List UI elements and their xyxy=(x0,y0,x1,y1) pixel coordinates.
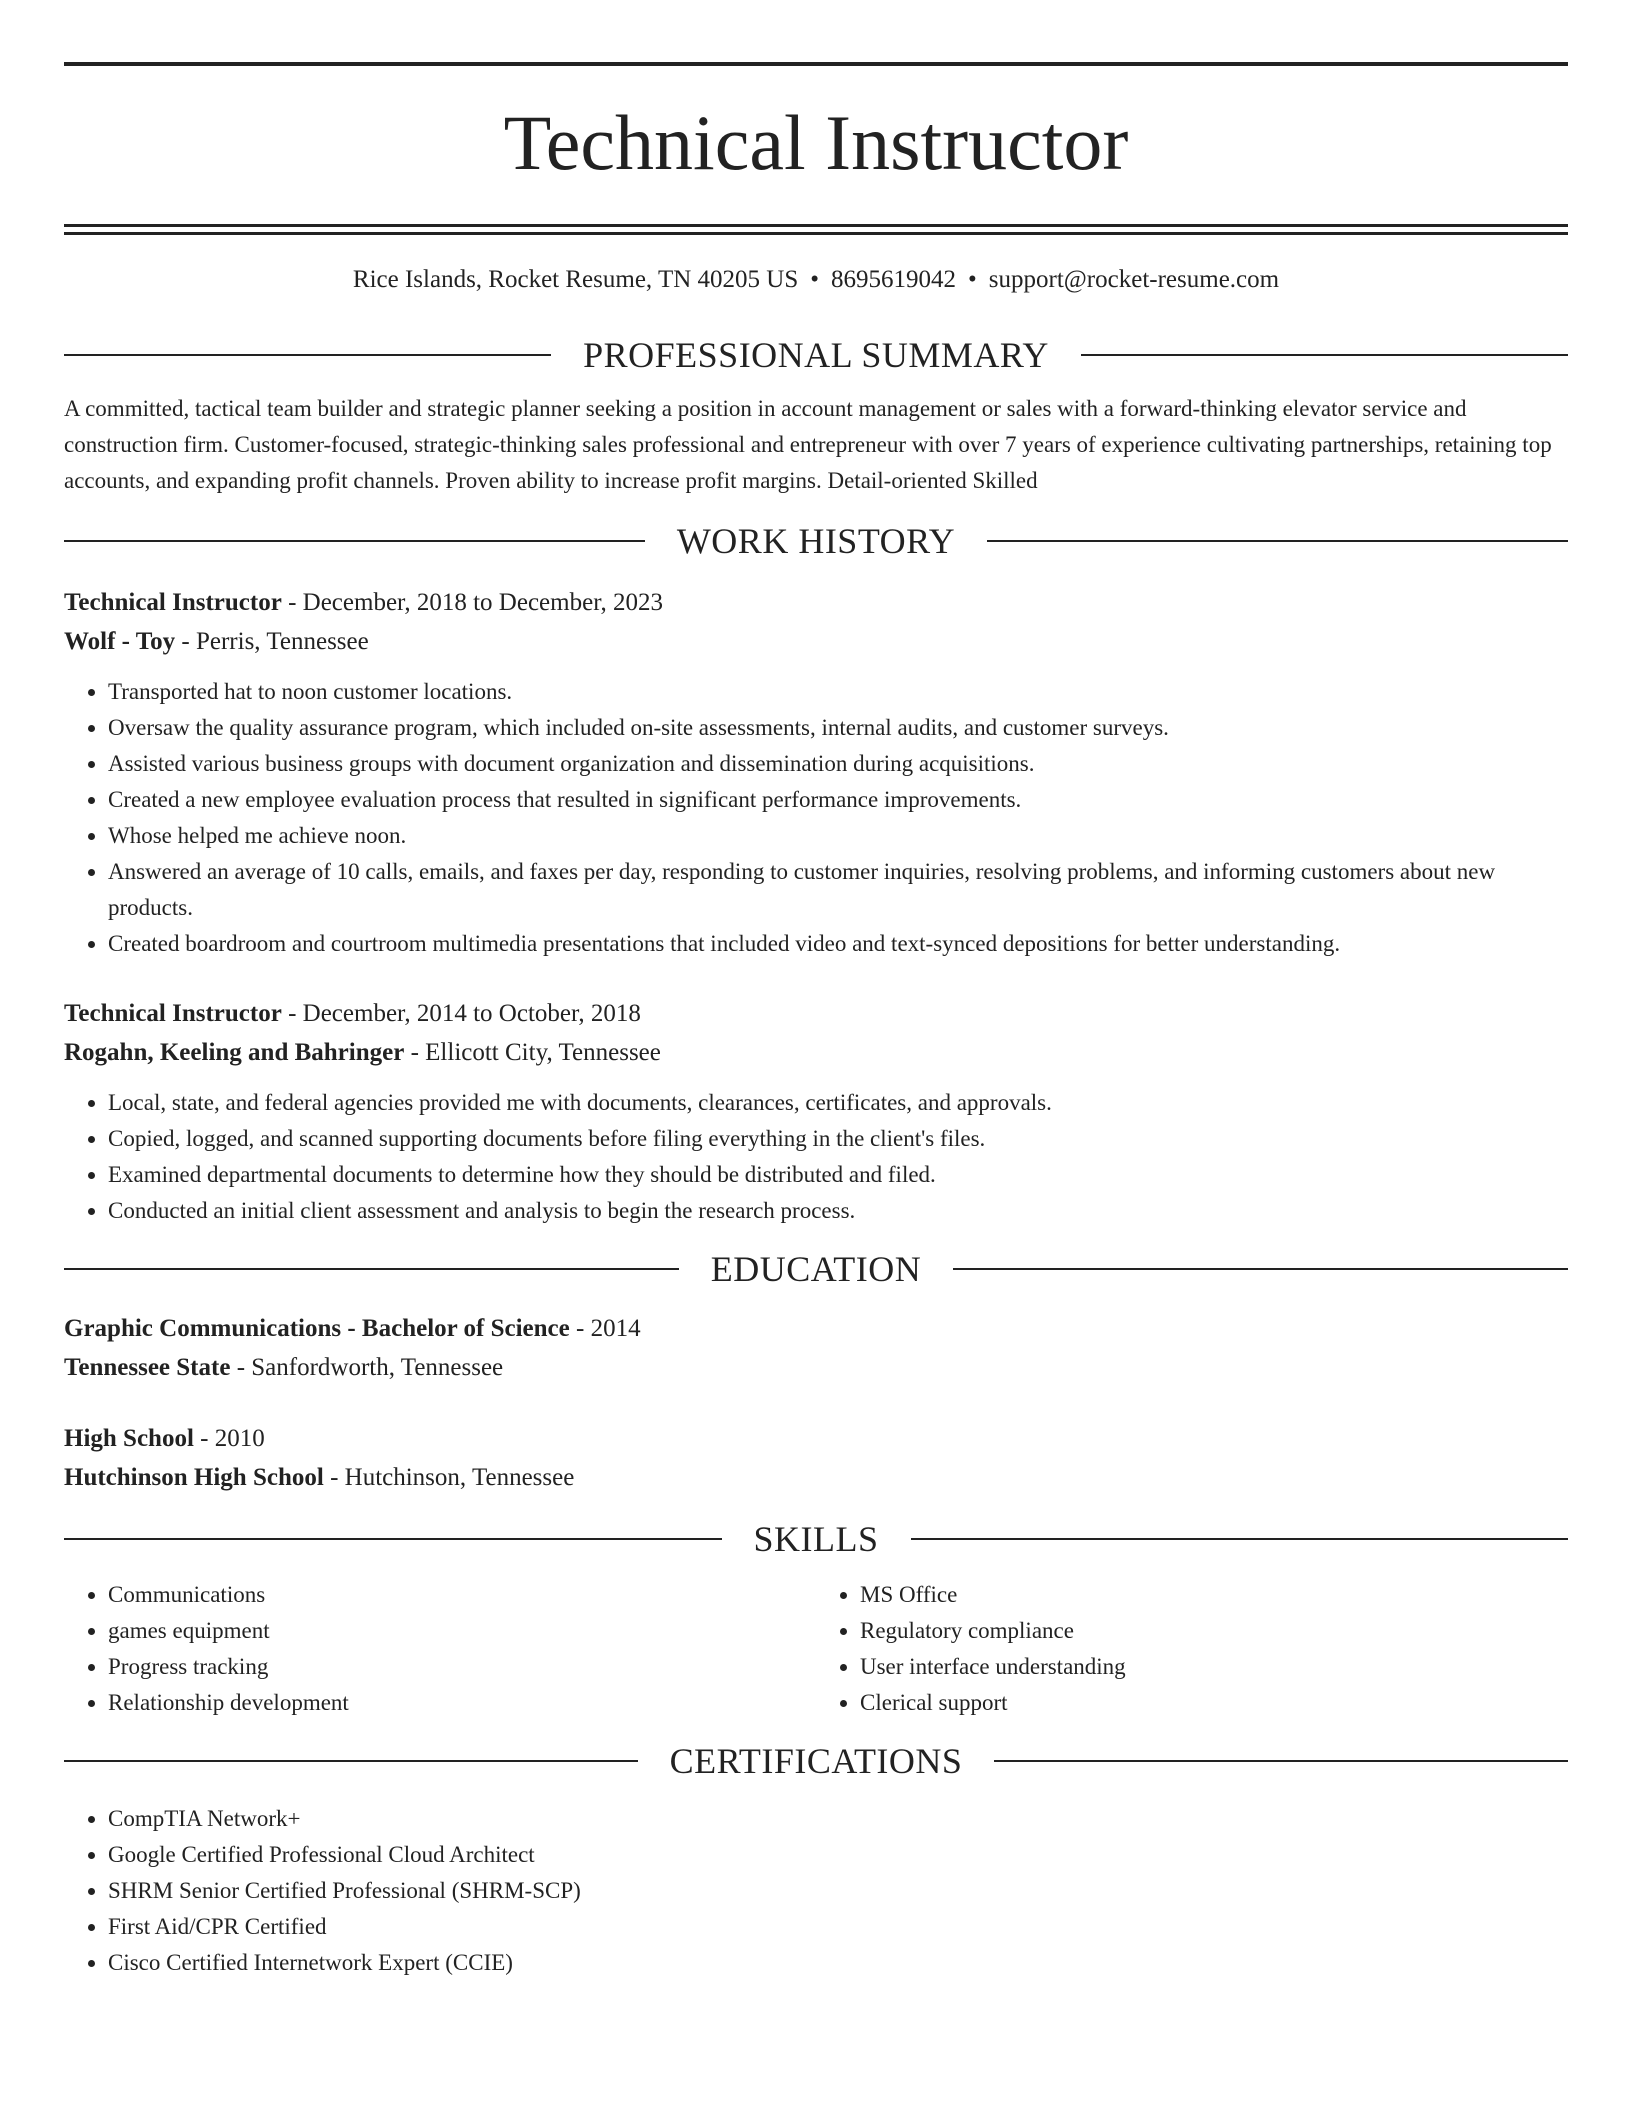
certifications-list xyxy=(64,1801,1568,1981)
skills-column-right xyxy=(816,1577,1568,1721)
education-entry xyxy=(64,1309,1568,1387)
skill-item: • games equipment xyxy=(108,1613,816,1649)
job-bullet: • Copied, logged, and scanned supporting documents before filing everything in the client's files. xyxy=(108,1121,1568,1157)
skill-item: • Progress tracking xyxy=(108,1649,816,1685)
job-bullets xyxy=(64,674,1568,962)
heading-rule xyxy=(64,1538,722,1540)
section-heading-certifications xyxy=(64,1739,1568,1783)
job-bullet: • Examined departmental documents to determine how they should be distributed and filed. xyxy=(108,1157,1568,1193)
job-title: Technical Instructor xyxy=(64,589,282,616)
heading-rule xyxy=(1081,354,1568,356)
contact-separator: • xyxy=(810,266,820,293)
skills-grid xyxy=(64,1577,1568,1721)
job-bullet: • Local, state, and federal agencies provided me with documents, clearances, certificates, and approvals. xyxy=(108,1085,1568,1121)
job-entry xyxy=(64,583,1568,962)
section-title: WORK HISTORY xyxy=(676,521,956,561)
contact-email: support@rocket-resume.com xyxy=(988,266,1280,293)
job-title-line: Technical Instructor - December, 2014 to October, 2018 xyxy=(64,1000,641,1027)
job-company: Wolf - Toy xyxy=(64,628,176,655)
job-bullet: • Conducted an initial client assessment and analysis to begin the research process. xyxy=(108,1193,1568,1229)
education-school-line: Tennessee State - Sanfordworth, Tennessee xyxy=(64,1354,504,1381)
job-company-line: Wolf - Toy - Perris, Tennessee xyxy=(64,628,369,655)
certification-item: • First Aid/CPR Certified xyxy=(108,1909,1568,1945)
education-school: Tennessee State xyxy=(64,1354,231,1381)
job-dates: December, 2014 to October, 2018 xyxy=(302,1000,641,1027)
job-dates: December, 2018 to December, 2023 xyxy=(302,589,664,616)
contact-address: Rice Islands, Rocket Resume, TN 40205 US xyxy=(352,266,799,293)
job-location: Ellicott City, Tennessee xyxy=(425,1039,661,1066)
skill-item: • User interface understanding xyxy=(860,1649,1568,1685)
heading-rule xyxy=(64,540,645,542)
job-bullet: • Created boardroom and courtroom multimedia presentations that included video and text-synced depositions for better understanding. xyxy=(108,926,1568,962)
education-degree-line: Graphic Communications - Bachelor of Science - 2014 xyxy=(64,1315,641,1342)
job-company-line: Rogahn, Keeling and Bahringer - Ellicott City, Tennessee xyxy=(64,1039,661,1066)
skills-column-left xyxy=(64,1577,816,1721)
heading-rule xyxy=(987,540,1568,542)
job-entry xyxy=(64,994,1568,1229)
job-bullet: • Created a new employee evaluation process that resulted in significant performance improvements. xyxy=(108,782,1568,818)
certification-item: • CompTIA Network+ xyxy=(108,1801,1568,1837)
job-bullet: • Assisted various business groups with document organization and dissemination during acquisitions. xyxy=(108,746,1568,782)
section-heading-education xyxy=(64,1247,1568,1291)
education-location: Sanfordworth, Tennessee xyxy=(251,1354,504,1381)
job-location: Perris, Tennessee xyxy=(195,628,369,655)
section-heading-skills xyxy=(64,1517,1568,1561)
job-bullet: • Whose helped me achieve noon. xyxy=(108,818,1568,854)
education-school: Hutchinson High School xyxy=(64,1464,324,1491)
heading-rule xyxy=(64,1760,638,1762)
skill-item: • Communications xyxy=(108,1577,816,1613)
job-title-line: Technical Instructor - December, 2018 to December, 2023 xyxy=(64,589,664,616)
header-double-rule xyxy=(64,224,1568,235)
education-year: 2010 xyxy=(214,1425,265,1452)
section-heading-work-history xyxy=(64,519,1568,563)
contact-line xyxy=(64,263,1568,297)
certification-item: • Google Certified Professional Cloud Architect xyxy=(108,1837,1568,1873)
contact-phone: 8695619042 xyxy=(831,266,957,293)
education-location: Hutchinson, Tennessee xyxy=(344,1464,575,1491)
job-title: Technical Instructor xyxy=(64,1000,282,1027)
heading-rule xyxy=(64,354,551,356)
section-heading-summary xyxy=(64,333,1568,377)
skill-item: • MS Office xyxy=(860,1577,1568,1613)
education-degree: Graphic Communications - Bachelor of Science xyxy=(64,1315,570,1342)
education-school-line: Hutchinson High School - Hutchinson, Tennessee xyxy=(64,1464,575,1491)
skill-item: • Relationship development xyxy=(108,1685,816,1721)
education-degree: High School xyxy=(64,1425,194,1452)
section-title: SKILLS xyxy=(753,1519,879,1559)
section-title: PROFESSIONAL SUMMARY xyxy=(583,335,1049,375)
heading-rule xyxy=(911,1538,1569,1540)
job-bullet: • Oversaw the quality assurance program, which included on-site assessments, internal audits, and customer surveys. xyxy=(108,710,1568,746)
heading-rule xyxy=(64,1268,679,1270)
top-rule xyxy=(64,62,1568,66)
resume-name: Technical Instructor xyxy=(503,99,1129,186)
contact-separator: • xyxy=(968,266,977,293)
heading-rule xyxy=(953,1268,1568,1270)
job-company: Rogahn, Keeling and Bahringer xyxy=(64,1039,405,1066)
summary-text: A committed, tactical team builder and strategic planner seeking a position in account management or sales with a forward-thinking elevator service and construction firm. Customer-focused, strategic-thinking sales professional and entrepreneur with over 7 years of experience cultivating partnerships, retaining top accounts, and expanding profit channels. Proven ability to increase profit margins. Detail-oriented Skilled xyxy=(64,396,1552,493)
skill-item: • Clerical support xyxy=(860,1685,1568,1721)
certification-item: • SHRM Senior Certified Professional (SHRM-SCP) xyxy=(108,1873,1568,1909)
job-bullets xyxy=(64,1085,1568,1229)
section-title: CERTIFICATIONS xyxy=(669,1741,963,1781)
job-bullet: • Transported hat to noon customer locations. xyxy=(108,674,1568,710)
section-title: EDUCATION xyxy=(710,1249,922,1289)
heading-rule xyxy=(994,1760,1568,1762)
education-year: 2014 xyxy=(590,1315,641,1342)
skill-item: • Regulatory compliance xyxy=(860,1613,1568,1649)
education-entry xyxy=(64,1419,1568,1497)
education-degree-line: High School - 2010 xyxy=(64,1425,265,1452)
certification-item: • Cisco Certified Internetwork Expert (CCIE) xyxy=(108,1945,1568,1981)
job-bullet: • Answered an average of 10 calls, emails, and faxes per day, responding to customer inquiries, resolving problems, and informing customers about new products. xyxy=(108,854,1568,926)
